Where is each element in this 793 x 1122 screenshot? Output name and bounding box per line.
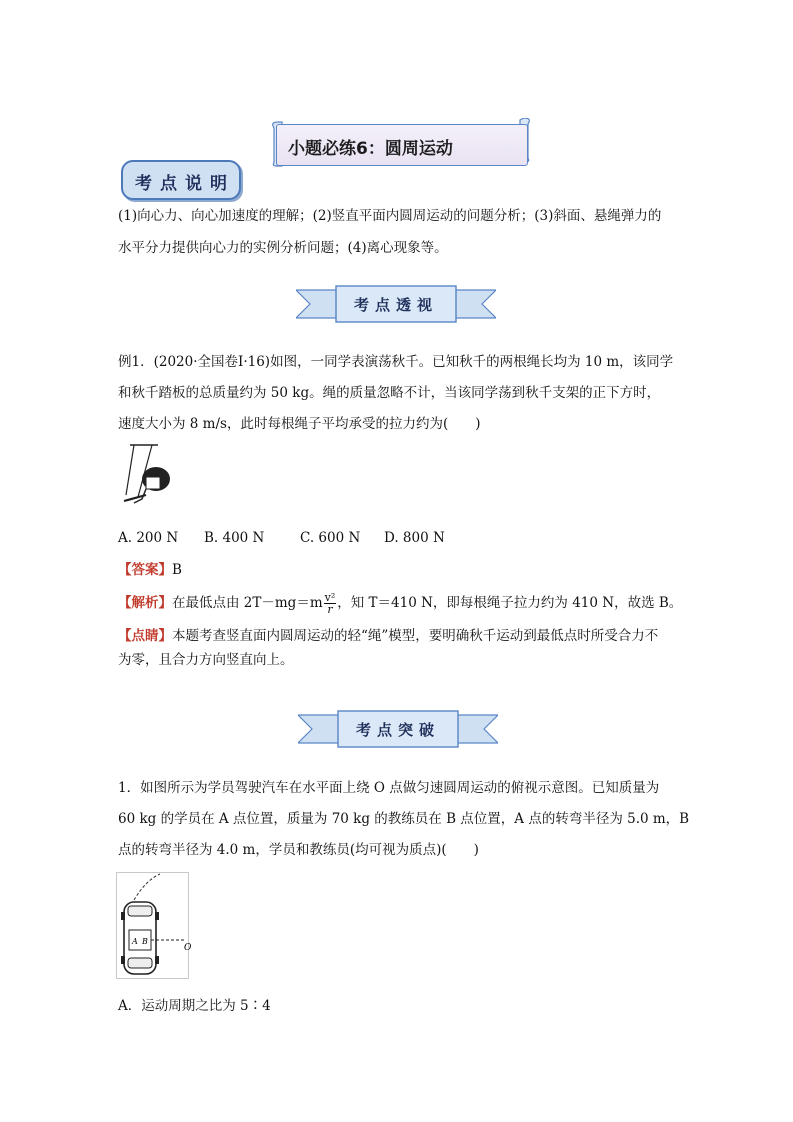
- section-label: 考点说明: [135, 174, 235, 194]
- section-ribbon-insight: [296, 284, 496, 324]
- analysis-text-post: ，知 T＝410 N，即每根绳子拉力约为 410 N，故选 B。: [337, 595, 683, 611]
- page-title: 小题必练6：圆周运动: [288, 139, 453, 159]
- fraction-denominator: r: [327, 603, 333, 616]
- analysis-fraction: [324, 592, 337, 615]
- fig-label-b: B: [142, 937, 148, 946]
- title-banner: [270, 118, 532, 168]
- section-ribbon-breakthrough: [298, 709, 498, 749]
- analysis-tag: 【解析】: [118, 595, 172, 611]
- option-b: B. 400 N: [204, 530, 265, 546]
- answer-value: B: [172, 562, 182, 578]
- option-a: A. 200 N: [118, 530, 179, 546]
- example-line: 速度大小为 8 m/s，此时每根绳子平均承受的拉力约为( ): [118, 416, 481, 432]
- comment-row: [118, 626, 658, 646]
- answer-tag: 【答案】: [118, 562, 172, 578]
- option-d: D. 800 N: [384, 530, 445, 546]
- comment-tag: 【点睛】: [118, 628, 172, 644]
- fig-label-a: A: [132, 937, 138, 946]
- section-label: 考点透视: [353, 296, 438, 314]
- fig-label-o: O: [184, 943, 192, 953]
- explain-line: (1)向心力、向心加速度的理解；(2)竖直平面内圆周运动的问题分析；(3)斜面、悬绳弹力的: [118, 208, 662, 224]
- example-line: 例1．(2020·全国卷Ⅰ·16)如图，一同学表演荡秋千。已知秋千的两根绳长均为 10 m，该同学: [118, 354, 674, 370]
- section-label: 考点突破: [355, 721, 440, 739]
- problem-option-a: A．运动周期之比为 5∶4: [118, 998, 271, 1014]
- explain-line: 水平分力提供向心力的实例分析问题；(4)离心现象等。: [118, 240, 448, 256]
- section-badge-explain: [121, 160, 241, 200]
- swing-figure: [116, 443, 178, 511]
- answer-row: [118, 560, 182, 580]
- problem-line: 60 kg 的学员在 A 点位置，质量为 70 kg 的教练员在 B 点位置，A 点的转弯半径为 5.0 m，B: [118, 811, 690, 827]
- analysis-row: [118, 592, 682, 615]
- comment-line: 为零，且合力方向竖直向上。: [118, 652, 294, 668]
- option-c: C. 600 N: [300, 530, 361, 546]
- car-figure: [116, 872, 196, 982]
- example-line: 和秋千踏板的总质量约为 50 kg。绳的质量忽略不计，当该同学荡到秋千支架的正下方时，: [118, 385, 661, 401]
- fraction-numerator: v²: [324, 591, 336, 604]
- analysis-text-pre: 在最低点由 2T－mg＝m: [172, 595, 323, 611]
- comment-line: 本题考查竖直面内圆周运动的轻“绳”模型，要明确秋千运动到最低点时所受合力不: [172, 628, 659, 644]
- problem-line: 点的转弯半径为 4.0 m，学员和教练员(均可视为质点)( ): [118, 842, 479, 858]
- problem-line: 1．如图所示为学员驾驶汽车在水平面上绕 O 点做匀速圆周运动的俯视示意图。已知质量为: [118, 780, 660, 796]
